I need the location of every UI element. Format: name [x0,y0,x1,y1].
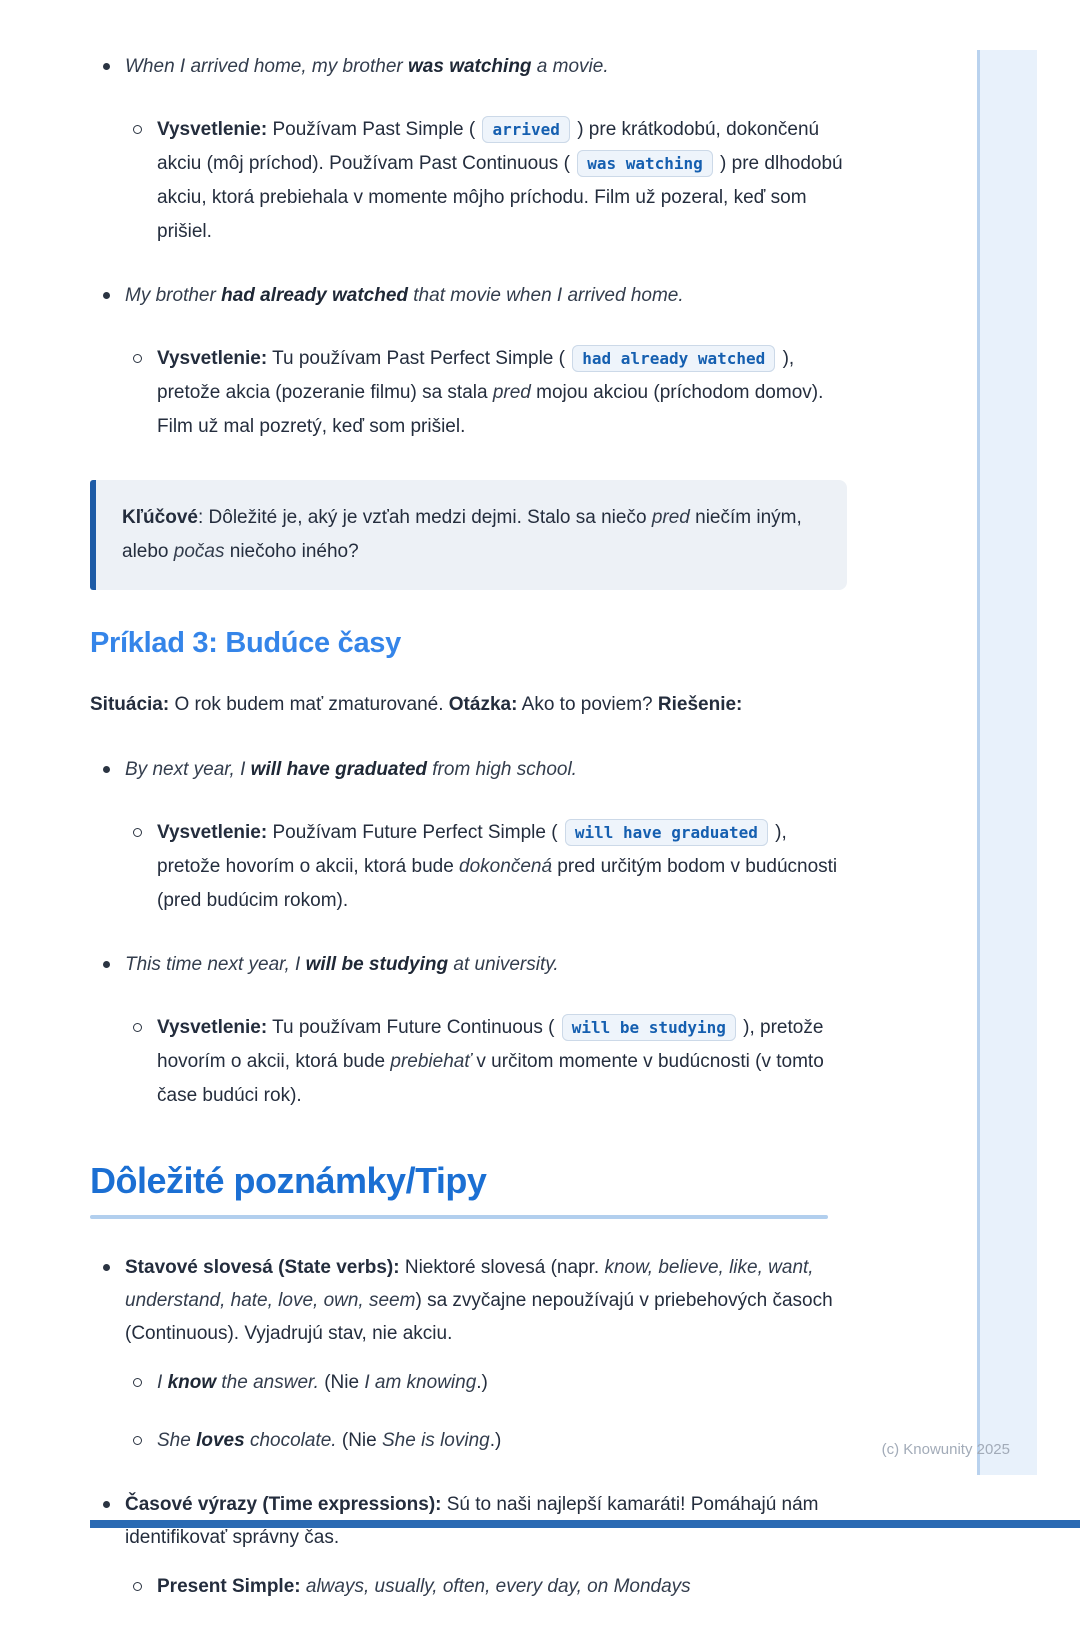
text-segment: Stavové slovesá (State verbs): [125,1257,400,1278]
page-heading-group [90,1161,847,1219]
text-segment: always, usually, often, every day, on Mondays [305,1576,691,1597]
text-segment: .) [476,1372,488,1393]
explanation-bullet [125,1366,847,1400]
explanation-bullet [125,342,847,444]
text-segment: ) sa zvyčajne nepoužívajú v priebehových časoch (Continuous). Vyjadrujú stav, nie akciu. [125,1290,833,1344]
text-segment: was watching [408,56,532,77]
text-segment: pred [651,507,690,528]
text-segment: ), pretože akcia (pozeranie filmu) sa stala [157,348,795,403]
text-segment: Otázka: [448,694,518,715]
text-segment: počas [173,541,225,562]
text-segment: Časové výrazy (Time expressions): [125,1494,442,1515]
explanation-text [157,1424,847,1458]
text-segment: I am knowing [364,1372,477,1393]
example-bullet [90,1488,847,1554]
text-segment: Tu používam Future Continuous ( [267,1017,560,1038]
text-segment: She [157,1430,197,1451]
bullet-text [125,948,847,981]
text-segment: pred [492,382,531,403]
text-segment: This time next year, I [125,954,306,975]
section-heading: Príklad 3: Budúce časy [90,627,401,659]
explanation-bullet [125,816,847,918]
text-segment: (Nie [336,1430,382,1451]
text-segment: prebiehať [390,1051,472,1072]
page-heading: Dôležité poznámky/Tipy [90,1160,487,1201]
bullet-text [125,279,847,312]
text-segment: (Nie [318,1372,365,1393]
text-segment: I [157,1372,168,1393]
text-segment: will be studying [305,954,449,975]
text-segment: Niektoré slovesá (napr. [399,1257,605,1278]
circle-bullet-icon [125,1570,157,1604]
explanation-text [157,113,847,249]
copyright-watermark: (c) Knowunity 2025 [881,1441,1010,1458]
example-bullet [90,50,847,83]
text-segment: : Dôležité je, aký je vzťah medzi dejmi. Stalo sa niečo [197,507,652,528]
text-segment: Tu používam Past Perfect Simple ( [267,348,571,369]
key-callout [90,480,847,590]
text-segment: dokončená [459,856,553,877]
text-segment: Riešenie: [657,694,743,715]
text-segment: Situácia: [90,694,170,715]
circle-bullet-icon [125,816,157,918]
code-chip: had already watched [572,345,775,372]
text-segment: My brother [125,285,222,306]
text-segment: When I arrived home, my brother [125,56,408,77]
text-segment: Používam Past Simple ( [267,119,481,140]
text-segment: She is loving [382,1430,490,1451]
explanation-text [157,342,847,444]
example-bullet [90,279,847,312]
explanation-text [157,1366,847,1400]
text-segment: ), pretože hovorím o akcii, ktorá bude [157,822,787,877]
text-segment: Kľúčové [122,507,198,528]
text-segment: a movie. [531,56,609,77]
text-segment: O rok budem mať zmaturované. [169,694,449,715]
text-segment: Vysvetlenie: [157,822,268,843]
explanation-bullet [125,1570,847,1604]
text-segment: know [167,1372,217,1393]
code-chip: will be studying [562,1014,736,1041]
disc-bullet-icon [90,50,125,83]
code-chip: was watching [577,150,713,177]
circle-bullet-icon [125,342,157,444]
text-segment: Používam Future Perfect Simple ( [267,822,563,843]
intro-paragraph [90,688,847,721]
text-segment: from high school. [427,759,577,780]
text-segment: Present Simple: [157,1576,301,1597]
text-segment: will have graduated [250,759,427,780]
text-segment: ) pre dlhodobú akciu, ktorá prebiehala v momente môjho príchodu. Film už pozeral, keď som prišiel. [157,153,843,242]
circle-bullet-icon [125,1011,157,1113]
text-segment: By next year, I [125,759,251,780]
text-segment: ) pre krátkodobú, dokončenú akciu (môj príchod). Používam Past Continuous ( [157,119,820,174]
circle-bullet-icon [125,113,157,249]
explanation-bullet [125,1424,847,1458]
text-segment: pred určitým bodom v budúcnosti (pred budúcim rokom). [157,856,838,911]
text-segment: that movie when I arrived home. [408,285,684,306]
text-segment: Vysvetlenie: [157,348,268,369]
explanation-text [157,1011,847,1113]
explanation-text [157,816,847,918]
text-segment: loves [196,1430,245,1451]
text-segment: chocolate. [244,1430,337,1451]
text-segment: v určitom momente v budúcnosti (v tomto čase budúci rok). [157,1051,824,1106]
text-segment: at university. [448,954,559,975]
text-segment: the answer. [216,1372,319,1393]
disc-bullet-icon [90,753,125,786]
text-segment: Vysvetlenie: [157,1017,268,1038]
text-segment: niečím iným, alebo [122,507,802,562]
page-edge-strip [977,50,1037,1475]
disc-bullet-icon [90,1251,125,1350]
explanation-bullet [125,113,847,249]
text-segment: know, believe, like, want, understand, hate, love, own, seem [125,1257,814,1311]
text-segment: Vysvetlenie: [157,119,268,140]
bullet-text [125,1251,847,1350]
disc-bullet-icon [90,279,125,312]
code-chip: arrived [482,116,569,143]
document-content [90,50,847,1628]
example-bullet [90,1251,847,1350]
code-chip: will have graduated [565,819,768,846]
disc-bullet-icon [90,1488,125,1554]
text-segment: niečoho iného? [224,541,359,562]
explanation-bullet [125,1011,847,1113]
text-segment: mojou akciou (príchodom domov). Film už mal pozretý, keď som prišiel. [157,382,824,437]
circle-bullet-icon [125,1366,157,1400]
disc-bullet-icon [90,948,125,981]
bullet-text [125,50,847,83]
example-bullet [90,948,847,981]
circle-bullet-icon [125,1424,157,1458]
example-bullet [90,753,847,786]
text-segment: ), pretože hovorím o akcii, ktorá bude [157,1017,824,1072]
bullet-text [125,1488,847,1554]
text-segment: .) [489,1430,502,1451]
heading-underline [90,1215,828,1219]
explanation-text [157,1570,847,1604]
text-segment: had already watched [221,285,408,306]
text-segment: Ako to poviem? [517,694,658,715]
bullet-text [125,753,847,786]
text-segment: Sú to naši najlepší kamaráti! Pomáhajú nám identifikovať správny čas. [125,1494,819,1548]
